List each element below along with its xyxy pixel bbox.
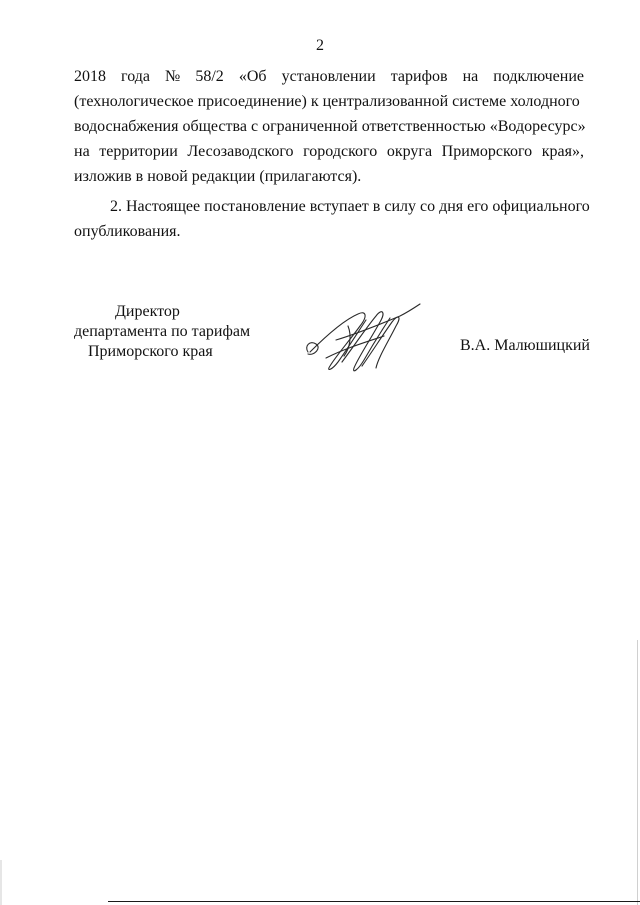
signatory-name: В.А. Малюшицкий bbox=[460, 337, 590, 354]
word: на bbox=[462, 68, 479, 85]
word: подключение bbox=[493, 68, 584, 85]
word: года bbox=[121, 68, 150, 85]
scan-edge-right bbox=[637, 640, 638, 905]
signatory-title-line-1: Директор bbox=[115, 303, 180, 320]
paragraph-2-line-1: 2. Настоящее постановление вступает в силу со дня его официального bbox=[110, 198, 590, 215]
handwritten-signature bbox=[296, 296, 426, 376]
word: Лесозаводского bbox=[187, 143, 294, 160]
word: территории bbox=[99, 143, 178, 160]
word: 2018 bbox=[74, 68, 106, 85]
word: 58/2 bbox=[195, 68, 224, 85]
paragraph-2-line-2: опубликования. bbox=[74, 223, 181, 240]
signatory-title-line-2: департамента по тарифам bbox=[74, 323, 251, 340]
word: края», bbox=[541, 143, 584, 160]
word: установлении bbox=[281, 68, 376, 85]
paragraph-1-line-2: (технологическое присоединение) к централизованной системе холодного bbox=[74, 93, 580, 110]
word: Приморского bbox=[441, 143, 533, 160]
paragraph-1-line-3: водоснабжения общества с ограниченной ответственностью «Водоресурс» bbox=[74, 118, 586, 135]
scan-edge-left bbox=[0, 860, 2, 905]
word: на bbox=[74, 143, 90, 160]
word: № bbox=[165, 68, 181, 85]
word: «Об bbox=[238, 68, 267, 85]
page-number: 2 bbox=[316, 37, 324, 54]
paragraph-1-line-4 bbox=[74, 139, 584, 164]
paragraph-1 bbox=[74, 64, 584, 189]
word: городского bbox=[303, 143, 378, 160]
paragraph-2 bbox=[74, 194, 590, 244]
word: тарифов bbox=[390, 68, 448, 85]
scan-edge-bottom bbox=[108, 901, 640, 902]
paragraph-1-line-5: изложив в новой редакции (прилагаются). bbox=[74, 168, 362, 185]
signatory-title bbox=[74, 302, 274, 362]
signatory-title-line-3: Приморского края bbox=[88, 343, 213, 360]
word: округа bbox=[386, 143, 433, 160]
paragraph-1-line-1 bbox=[74, 64, 584, 89]
